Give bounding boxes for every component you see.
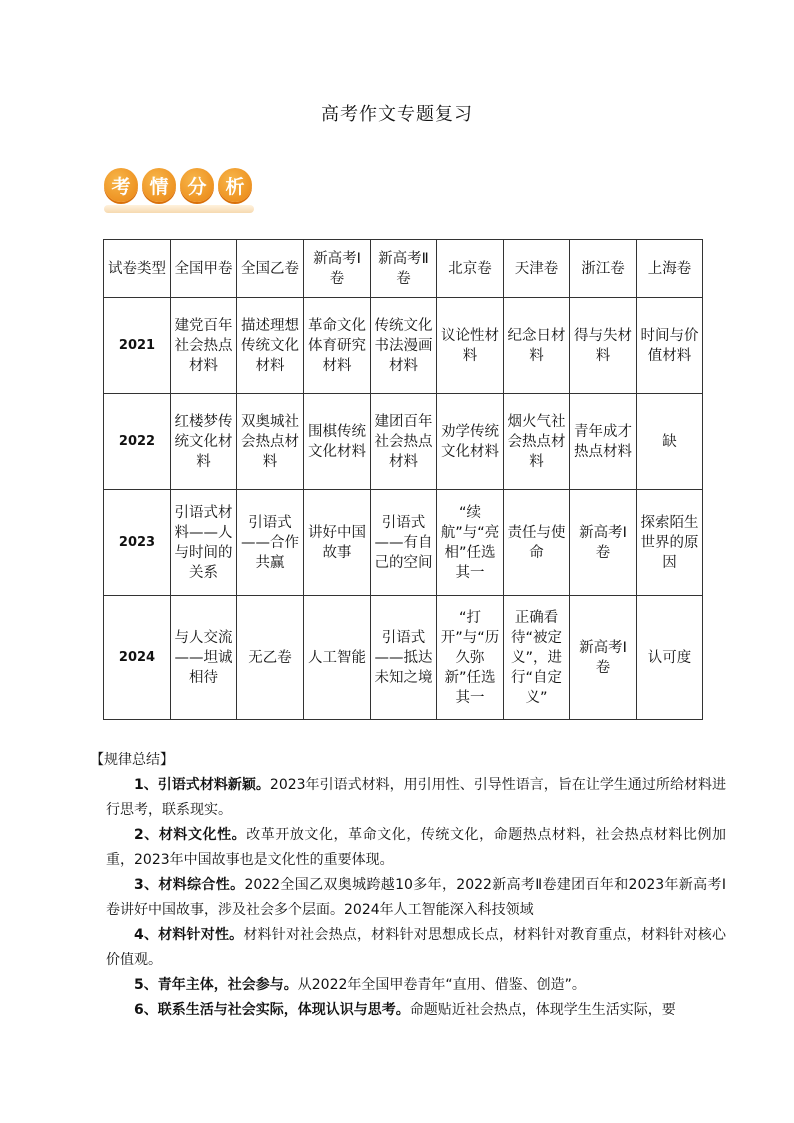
header-cell: 上海卷 bbox=[637, 240, 703, 298]
table-cell: 青年成才热点材料 bbox=[570, 394, 637, 490]
table-row bbox=[104, 394, 703, 490]
header-cell: 试卷类型 bbox=[104, 240, 171, 298]
summary-heading: 【规律总结】 bbox=[90, 752, 174, 768]
table-cell: 建团百年社会热点材料 bbox=[371, 394, 437, 490]
header-cell: 新高考Ⅱ卷 bbox=[371, 240, 437, 298]
year-cell: 2021 bbox=[104, 298, 171, 394]
banner-char: 考 bbox=[104, 168, 138, 202]
header-cell: 全国乙卷 bbox=[237, 240, 304, 298]
table-cell: 得与失材料 bbox=[570, 298, 637, 394]
exam-analysis-table bbox=[103, 239, 703, 720]
header-cell: 新高考Ⅰ卷 bbox=[304, 240, 371, 298]
summary-item-text: 材料针对社会热点，材料针对思想成长点，材料针对教育重点，材料针对核心价值观。 bbox=[106, 927, 726, 968]
banner-char: 析 bbox=[218, 168, 252, 202]
table-cell: 红楼梦传统文化材料 bbox=[171, 394, 237, 490]
table-cell: “打开”与“历久弥新”任选其一 bbox=[437, 596, 504, 720]
table-cell: 缺 bbox=[637, 394, 703, 490]
table-cell: 烟火气社会热点材料 bbox=[504, 394, 570, 490]
summary-section bbox=[90, 748, 727, 1023]
table-cell: “续航”与“亮相”任选其一 bbox=[437, 490, 504, 596]
table-cell: 纪念日材料 bbox=[504, 298, 570, 394]
table-cell: 引语式材料——人与时间的关系 bbox=[171, 490, 237, 596]
year-cell: 2024 bbox=[104, 596, 171, 720]
table-cell: 责任与使命 bbox=[504, 490, 570, 596]
summary-item-text: 2022全国乙双奥城跨越10多年，2022新高考Ⅱ卷建团百年和2023年新高考Ⅰ卷讲好中国故事，涉及社会多个层面。2024年人工智能深入科技领域 bbox=[106, 877, 726, 918]
summary-item-text: 2023年引语式材料，用引用性、引导性语言，旨在让学生通过所给材料进行思考，联系现实。 bbox=[106, 777, 726, 818]
banner-char: 分 bbox=[180, 168, 214, 202]
table-cell: 人工智能 bbox=[304, 596, 371, 720]
summary-item-text: 改革开放文化，革命文化，传统文化，命题热点材料，社会热点材料比例加重，2023年中国故事也是文化性的重要体现。 bbox=[106, 827, 727, 868]
table-cell: 讲好中国故事 bbox=[304, 490, 371, 596]
table-cell: 认可度 bbox=[637, 596, 703, 720]
table-cell: 劝学传统文化材料 bbox=[437, 394, 504, 490]
summary-item bbox=[106, 773, 726, 823]
banner-underline bbox=[104, 205, 254, 213]
table-cell: 引语式——合作共赢 bbox=[237, 490, 304, 596]
table-cell: 描述理想传统文化材料 bbox=[237, 298, 304, 394]
table-cell: 引语式——有自己的空间 bbox=[371, 490, 437, 596]
summary-item-lead: 4、材料针对性。 bbox=[134, 927, 244, 943]
table-cell: 引语式——抵达未知之境 bbox=[371, 596, 437, 720]
summary-item bbox=[106, 823, 726, 873]
summary-item bbox=[106, 923, 726, 973]
summary-item bbox=[106, 998, 726, 1023]
table-cell: 时间与价值材料 bbox=[637, 298, 703, 394]
header-cell: 浙江卷 bbox=[570, 240, 637, 298]
table-row bbox=[104, 490, 703, 596]
table-row bbox=[104, 298, 703, 394]
header-cell: 天津卷 bbox=[504, 240, 570, 298]
table-cell: 正确看待“被定义”，进行“自定义” bbox=[504, 596, 570, 720]
document-title: 高考作文专题复习 bbox=[321, 104, 473, 125]
table-cell: 新高考Ⅰ卷 bbox=[570, 596, 637, 720]
table-row bbox=[104, 596, 703, 720]
summary-item-lead: 2、材料文化性。 bbox=[134, 827, 247, 843]
header-cell: 全国甲卷 bbox=[171, 240, 237, 298]
table-cell: 传统文化书法漫画材料 bbox=[371, 298, 437, 394]
section-banner bbox=[104, 168, 256, 202]
summary-item-lead: 1、引语式材料新颖。 bbox=[134, 777, 270, 793]
summary-item-text: 从2022年全国甲卷青年“直用、借鉴、创造”。 bbox=[297, 977, 586, 993]
table-cell: 双奥城社会热点材料 bbox=[237, 394, 304, 490]
table-cell: 建党百年社会热点材料 bbox=[171, 298, 237, 394]
banner-char: 情 bbox=[142, 168, 176, 202]
table-cell: 新高考Ⅰ卷 bbox=[570, 490, 637, 596]
header-cell: 北京卷 bbox=[437, 240, 504, 298]
summary-item bbox=[106, 873, 726, 923]
table-cell: 革命文化体育研究材料 bbox=[304, 298, 371, 394]
table-cell: 无乙卷 bbox=[237, 596, 304, 720]
summary-item bbox=[106, 973, 726, 998]
table-cell: 议论性材料 bbox=[437, 298, 504, 394]
table-header-row bbox=[104, 240, 703, 298]
table-cell: 围棋传统文化材料 bbox=[304, 394, 371, 490]
summary-item-lead: 5、青年主体，社会参与。 bbox=[134, 977, 298, 993]
year-cell: 2022 bbox=[104, 394, 171, 490]
year-cell: 2023 bbox=[104, 490, 171, 596]
table-cell: 与人交流——坦诚相待 bbox=[171, 596, 237, 720]
summary-item-text: 命题贴近社会热点，体现学生生活实际，要 bbox=[409, 1002, 676, 1018]
table-cell: 探索陌生世界的原因 bbox=[637, 490, 703, 596]
summary-item-lead: 3、材料综合性。 bbox=[134, 877, 245, 893]
summary-item-lead: 6、联系生活与社会实际，体现认识与思考。 bbox=[134, 1002, 410, 1018]
